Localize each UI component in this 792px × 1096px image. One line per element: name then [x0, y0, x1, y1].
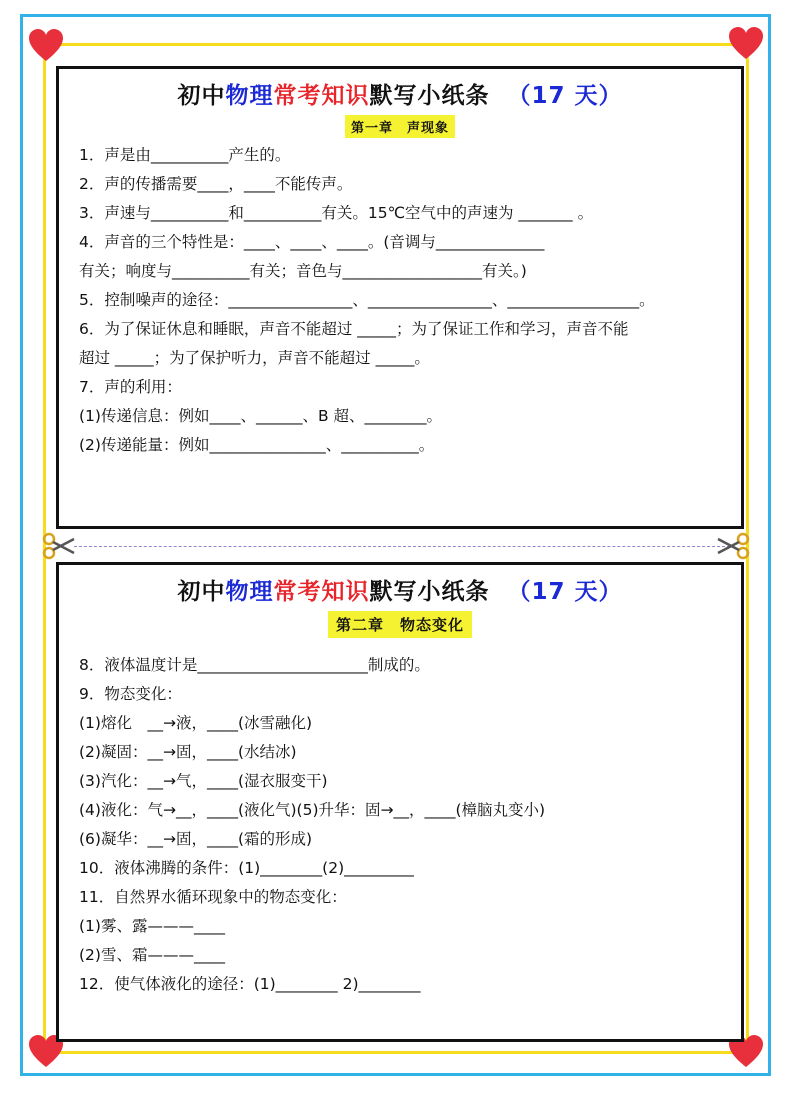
question-line: 12．使气体液化的途径：(1)________ 2)________	[79, 975, 421, 993]
question-line: 6．为了保证休息和睡眠，声音不能超过 _____；为了保证工作和学习，声音不能	[79, 320, 629, 338]
question-line: 4．声音的三个特性是：____、____、____。(音调与______________	[79, 233, 545, 251]
question-line: (2)凝固：__→固，____(水结冰)	[79, 743, 297, 761]
question-line: 超过 _____；为了保护听力，声音不能超过 _____。	[79, 349, 430, 367]
question-line: 2．声的传播需要____，____不能传声。	[79, 175, 353, 193]
question-list	[79, 651, 729, 999]
note-panel-chapter-1	[56, 66, 744, 529]
chapter-label: 第一章 声现象	[345, 115, 455, 138]
question-line: 7．声的利用：	[79, 378, 182, 396]
title-part: 初中	[177, 579, 226, 605]
title-part: 初中	[177, 83, 226, 109]
question-line: 10．液体沸腾的条件：(1)________(2)_________	[79, 859, 414, 877]
question-line: (2)传递能量：例如_______________、__________。	[79, 436, 435, 454]
question-list	[79, 141, 729, 460]
note-panel-chapter-2	[56, 562, 744, 1042]
scissors-icon	[42, 532, 76, 560]
title-part: 默写小纸条	[369, 83, 490, 109]
heart-icon	[28, 28, 64, 64]
question-line: 8．液体温度计是______________________制成的。	[79, 656, 430, 674]
question-line: (2)雪、霜———____	[79, 946, 225, 964]
question-line: 11．自然界水循环现象中的物态变化：	[79, 888, 347, 906]
title-part: 常考知识	[273, 579, 370, 605]
question-line: 1．声是由__________产生的。	[79, 146, 291, 164]
question-line: 有关；响度与__________有关；音色与__________________有关。)	[79, 262, 527, 280]
question-line: 5．控制噪声的途径：________________、________________、_________________。	[79, 291, 655, 309]
title-part: 默写小纸条	[369, 579, 490, 605]
panel-title	[59, 81, 741, 111]
question-line: (4)液化：气→__，____(液化气)(5)升华：固→__，____(樟脑丸变小)	[79, 801, 546, 819]
scissors-icon	[716, 532, 750, 560]
title-part: 常考知识	[273, 83, 370, 109]
title-days: （17 天）	[507, 579, 623, 605]
title-days: （17 天）	[507, 83, 623, 109]
cut-line	[74, 546, 730, 547]
question-line: (6)凝华：__→固，____(霜的形成)	[79, 830, 313, 848]
title-part: 物理	[225, 579, 274, 605]
question-line: (3)汽化：__→气，____(湿衣服变干)	[79, 772, 328, 790]
title-part: 物理	[225, 83, 274, 109]
panel-title	[59, 577, 741, 607]
chapter-label: 第二章 物态变化	[328, 611, 472, 638]
question-line: (1)熔化 __→液，____(冰雪融化)	[79, 714, 313, 732]
heart-icon	[728, 26, 764, 62]
question-line: (1)传递信息：例如____、______、B 超、________。	[79, 407, 443, 425]
question-line: (1)雾、露———____	[79, 917, 225, 935]
question-line: 9．物态变化：	[79, 685, 182, 703]
question-line: 3．声速与__________和__________有关。15℃空气中的声速为 _______ 。	[79, 204, 594, 222]
